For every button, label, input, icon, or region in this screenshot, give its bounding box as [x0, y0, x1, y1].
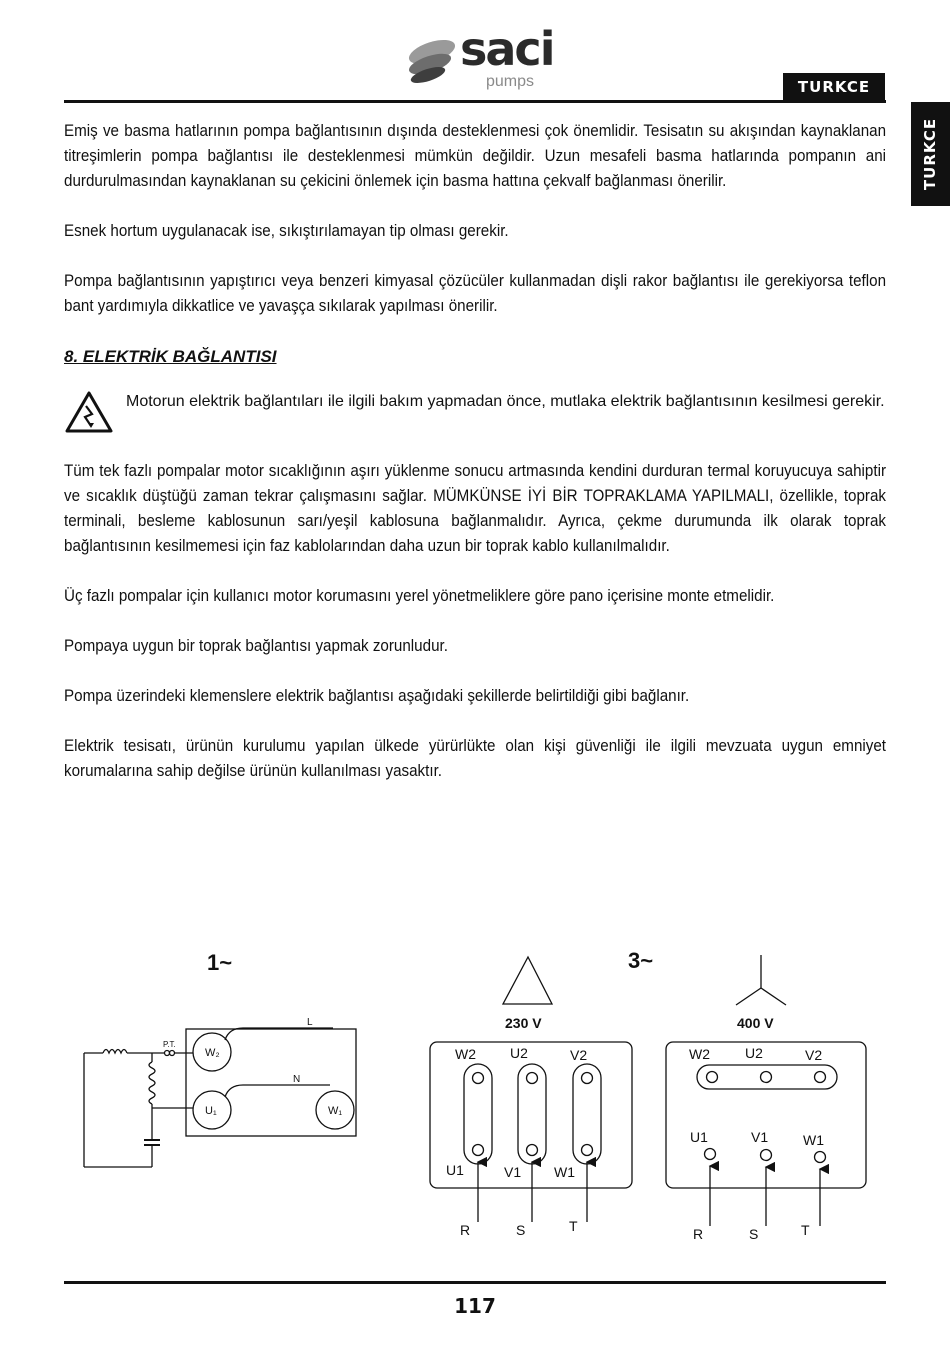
single-phase-title: 1~ [207, 950, 233, 975]
delta-u2-label: U2 [510, 1045, 528, 1061]
paragraph-flexible-hose: Esnek hortum uygulanacak ise, sıkıştırılamayan tip olması gerekir. [64, 222, 509, 240]
page-number: 117 [454, 1294, 496, 1318]
paragraph-three-phase: Üç fazlı pompalar için kullanıcı motor korumasını yerel yönetmeliklere göre pano içerisine monte etmelidir. [64, 587, 775, 605]
header-rule [64, 100, 886, 103]
star-terminal-box [666, 1042, 866, 1188]
side-tab-label: TURKCE [921, 117, 940, 191]
delta-u1-label: U1 [446, 1162, 464, 1178]
star-v2-label: V2 [805, 1047, 823, 1063]
electric-hazard-icon [64, 390, 114, 434]
delta-symbol-icon [503, 957, 552, 1004]
paragraph-pump-connection: Pompa bağlantısının yapıştırıcı veya benzeri kimyasal çözücüler kullanmadan dişli rakor bağlantısı ile gerekiyorsa teflon bant yardımıyla dikkatlice ve yavaşça sıkılarak yapılması önerilir. [64, 272, 887, 315]
footer-rule [64, 1281, 886, 1284]
line-l-wire [225, 1028, 333, 1040]
neutral-label: N [293, 1074, 301, 1085]
line-l-label: L [307, 1017, 313, 1028]
star-symbol-icon [736, 955, 786, 1005]
star-w1-label: W1 [803, 1132, 824, 1148]
start-winding [149, 1062, 155, 1104]
brand-name: saci [460, 22, 554, 76]
brand-subtitle: pumps [486, 73, 535, 90]
three-phase-title: 3~ [628, 948, 654, 973]
three-phase-diagrams [430, 948, 866, 1242]
star-r-label: R [693, 1226, 704, 1242]
delta-w1-label: W1 [554, 1164, 575, 1180]
wiring-diagrams [0, 940, 950, 1260]
run-winding [103, 1050, 127, 1054]
warning-text: Motorun elektrik bağlantıları ile ilgili bakım yapmadan önce, mutlaka elektrik bağlantısının kesilmesi gerekir. [126, 393, 885, 410]
section-heading: 8. ELEKTRİK BAĞLANTISI [64, 347, 277, 366]
warning-block [64, 389, 886, 434]
delta-r-label: R [460, 1222, 471, 1238]
terminal-u1-label: U₁ [205, 1105, 217, 1117]
delta-s-label: S [516, 1222, 526, 1238]
language-tab: TURKCE [783, 73, 885, 100]
paragraph-safety: Elektrik tesisatı, ürünün kurulumu yapılan ülkede yürürlükte olan kişi güvenliği ile ilgili mevzuata uygun emniyet korumalarına sahip değilse ürünün kullanılması yasaktır. [64, 737, 887, 780]
star-v1-label: V1 [751, 1129, 769, 1145]
thermal-protector-label: P.T. [163, 1040, 176, 1049]
delta-v2-label: V2 [570, 1047, 588, 1063]
delta-voltage-label: 230 V [505, 1015, 542, 1031]
single-phase-box [186, 1029, 356, 1136]
terminal-w1-label: W₁ [328, 1105, 343, 1117]
paragraph-grounding: Pompaya uygun bir toprak bağlantısı yapmak zorunludur. [64, 637, 448, 655]
delta-bridge-2 [518, 1064, 546, 1164]
delta-t-label: T [569, 1218, 578, 1234]
star-u1-label: U1 [690, 1129, 708, 1145]
delta-w2-label: W2 [455, 1046, 476, 1062]
star-w2-label: W2 [689, 1046, 710, 1062]
terminal-w2-label: W₂ [205, 1047, 220, 1059]
paragraph-suction-lines: Emiş ve basma hatlarının pompa bağlantısının dışında desteklenmesi çok önemlidir. Tesisatın su akışından kaynaklanan titreşimlerin pompa bağlantısı ile desteklenmesi mümkün değildir. Uzun mesafeli basma hatlarında pompanın ani durdurulmasından kaynaklanan su çekicini önlemek için basma hattına çekvalf bağlanması önerilir. [64, 122, 887, 190]
star-voltage-label: 400 V [737, 1015, 774, 1031]
side-language-tab [911, 102, 950, 206]
paragraph-thermal-protector: Tüm tek fazlı pompalar motor sıcaklığının aşırı yüklenme sonucu artmasında kendini durduran termal koruyucuya sahiptir ve sıcaklık düştüğü zaman tekrar çalışmasını sağlar. MÜMKÜNSE İYİ BİR TOPRAKLAMA YAPILMALI, özellikle, toprak terminali, besleme kablosunun sarı/yeşil kablosuna bağlanmalıdır. Ayrıca, çekme durumunda ilk olarak toprak bağlantısının kesilmemesi için faz kablolarından daha uzun bir toprak kablo kullanılmalıdır. [64, 462, 887, 555]
star-u2-label: U2 [745, 1045, 763, 1061]
delta-bridge-1 [464, 1064, 492, 1164]
neutral-wire [225, 1085, 330, 1097]
delta-v1-label: V1 [504, 1164, 522, 1180]
page-content [64, 119, 886, 809]
star-t-label: T [801, 1222, 810, 1238]
paragraph-terminals: Pompa üzerindeki klemenslere elektrik bağlantısı aşağıdaki şekillerde belirtildiği gibi bağlanır. [64, 687, 690, 705]
single-phase-diagram [84, 950, 356, 1167]
delta-bridge-3 [573, 1064, 601, 1164]
star-s-label: S [749, 1226, 759, 1242]
